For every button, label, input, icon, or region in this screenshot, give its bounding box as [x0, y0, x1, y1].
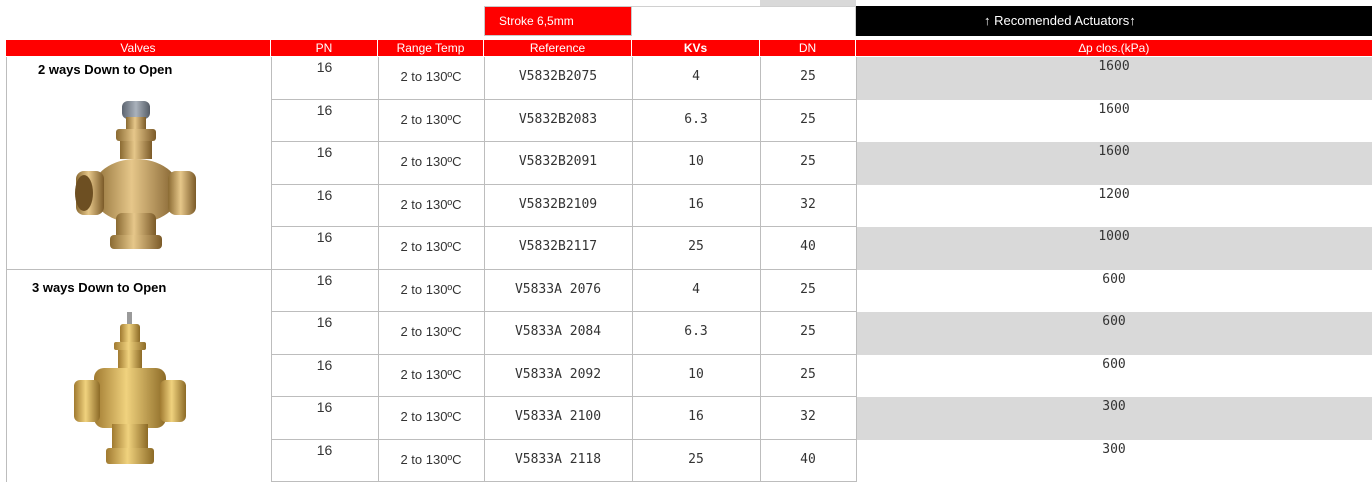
cell-dp: 1600: [1098, 59, 1130, 74]
cell-temp: 2 to 130ºC: [400, 196, 462, 212]
row-divider: [271, 226, 856, 227]
row-divider: [271, 269, 856, 270]
cell-kvs: 6.3: [684, 111, 708, 127]
cell-reference: V5832B2109: [518, 196, 598, 212]
cell-dp: 1600: [1098, 101, 1130, 117]
cell-temp: 2 to 130ºC: [400, 409, 462, 424]
stroke-label: Stroke 6,5mm: [484, 6, 632, 36]
cell-reference: V5833A 2100: [514, 409, 602, 424]
cell-kvs: 6.3: [684, 324, 708, 339]
header-kvs: KVs: [632, 40, 760, 56]
cell-kvs: 25: [688, 239, 704, 254]
column-divider: [484, 57, 485, 482]
cell-temp: 2 to 130ºC: [400, 239, 462, 254]
cell-dp: 600: [1102, 271, 1126, 287]
column-divider: [271, 57, 272, 482]
row-divider: [271, 311, 856, 312]
header-range-temp: Range Temp: [378, 40, 484, 56]
cell-dn: 25: [800, 281, 816, 297]
column-divider: [6, 57, 7, 482]
cell-dn: 25: [800, 154, 816, 169]
row-divider: [271, 184, 856, 185]
cell-pn: 16: [316, 229, 333, 245]
row-divider: [271, 439, 856, 440]
cell-dn: 40: [800, 239, 816, 254]
header-valves: Valves: [6, 40, 271, 56]
cell-reference: V5833A 2118: [514, 451, 602, 467]
header-dn: DN: [760, 40, 856, 56]
row-divider: [271, 141, 856, 142]
cell-kvs: 4: [692, 69, 700, 84]
cell-dp: 300: [1102, 441, 1126, 457]
cell-dn: 25: [800, 69, 816, 84]
cell-reference: V5832B2117: [518, 239, 598, 254]
cell-temp: 2 to 130ºC: [400, 69, 462, 84]
column-divider: [760, 57, 761, 482]
cell-kvs: 25: [688, 451, 704, 467]
cell-dp: 1000: [1098, 229, 1130, 244]
cell-kvs: 4: [692, 281, 700, 297]
header-dp: ∆p clos.(kPa): [856, 40, 1372, 56]
cell-pn: 16: [316, 314, 333, 330]
cell-pn: 16: [316, 59, 333, 75]
recommended-actuators-header: ↑ Recomended Actuators↑: [856, 6, 1372, 36]
row-divider: [271, 396, 856, 397]
cell-pn: 16: [316, 356, 333, 373]
row-divider: [271, 354, 856, 355]
stroke-extension: [632, 6, 856, 36]
group-divider: [6, 269, 271, 270]
column-divider: [856, 57, 857, 482]
cell-dp: 600: [1102, 314, 1126, 329]
cell-pn: 16: [316, 101, 333, 118]
cell-kvs: 10: [688, 154, 704, 169]
cell-dn: 32: [800, 409, 816, 424]
column-divider: [632, 57, 633, 482]
cell-pn: 16: [316, 441, 333, 458]
cell-dp: 1200: [1098, 186, 1130, 202]
cell-temp: 2 to 130ºC: [400, 111, 462, 127]
cell-temp: 2 to 130ºC: [400, 366, 462, 382]
cell-dn: 25: [800, 111, 816, 127]
cell-kvs: 10: [688, 366, 704, 382]
cell-kvs: 16: [688, 196, 704, 212]
cell-temp: 2 to 130ºC: [400, 451, 462, 467]
cell-reference: V5832B2091: [518, 154, 598, 169]
row-divider: [271, 481, 856, 482]
cell-reference: V5833A 2076: [514, 281, 602, 297]
cell-dp: 300: [1102, 399, 1126, 414]
header-reference: Reference: [484, 40, 632, 56]
cell-temp: 2 to 130ºC: [400, 281, 462, 297]
cell-reference: V5832B2075: [518, 69, 598, 84]
cell-dp: 1600: [1098, 144, 1130, 159]
cell-dp: 600: [1102, 356, 1126, 372]
cell-dn: 25: [800, 366, 816, 382]
group-label-3-ways: 3 ways Down to Open: [32, 280, 167, 295]
cell-pn: 16: [316, 186, 333, 203]
cell-pn: 16: [316, 271, 333, 288]
cell-dn: 25: [800, 324, 816, 339]
group-label-2-ways: 2 ways Down to Open: [38, 62, 173, 77]
cell-temp: 2 to 130ºC: [400, 154, 462, 169]
cell-reference: V5832B2083: [518, 111, 598, 127]
column-divider: [378, 57, 379, 482]
cell-pn: 16: [316, 399, 333, 415]
header-pn: PN: [271, 40, 378, 56]
cell-dn: 32: [800, 196, 816, 212]
two-way-valve-image: [70, 95, 200, 255]
cell-kvs: 16: [688, 409, 704, 424]
cell-temp: 2 to 130ºC: [400, 324, 462, 339]
cell-reference: V5833A 2084: [514, 324, 602, 339]
three-way-valve-image: [70, 310, 190, 470]
cell-dn: 40: [800, 451, 816, 467]
cell-pn: 16: [316, 144, 333, 160]
cell-reference: V5833A 2092: [514, 366, 602, 382]
row-divider: [271, 99, 856, 100]
